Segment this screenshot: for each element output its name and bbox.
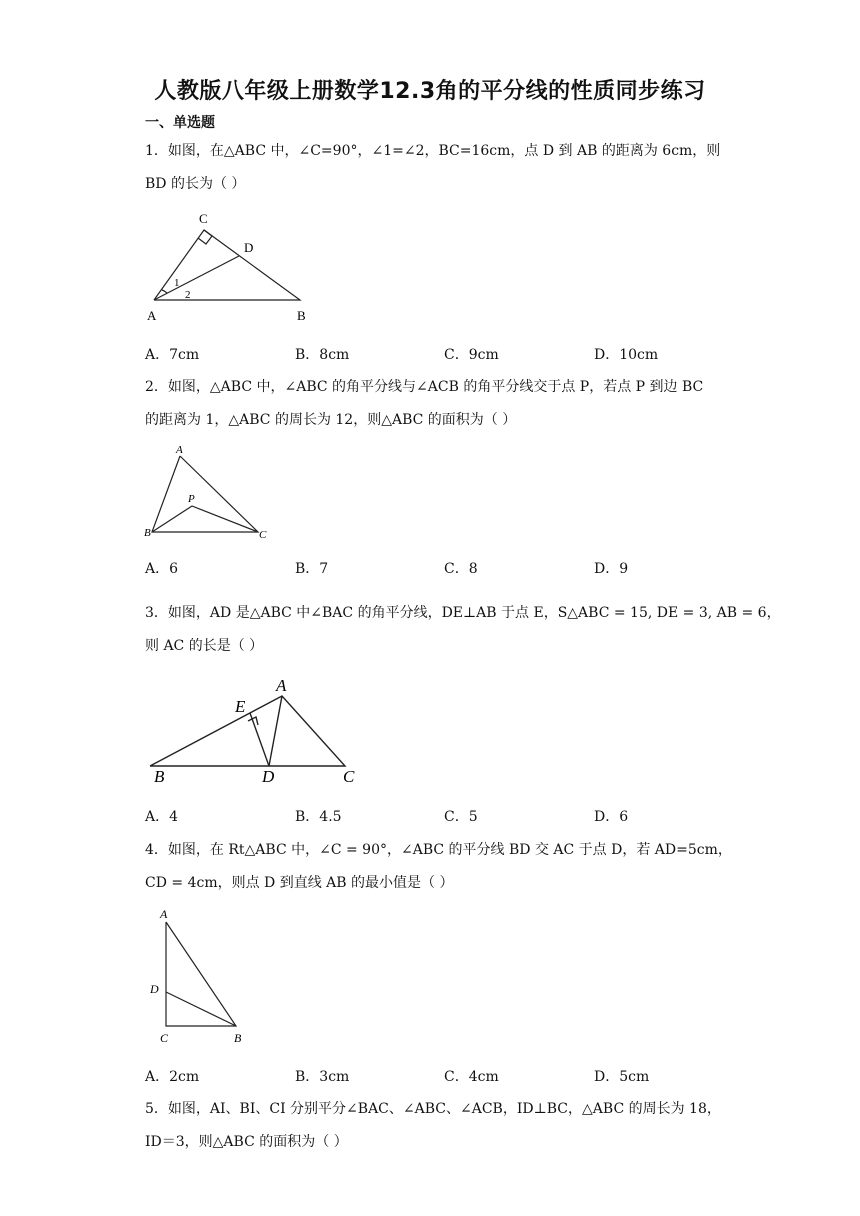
q1-label-d: D [244, 240, 254, 255]
q1-option-b[interactable]: B．8cm [295, 347, 350, 363]
q1-option-d[interactable]: D．10cm [594, 347, 659, 363]
q4-line-1: 4．如图，在 Rt△ABC 中，∠C = 90°，∠ABC 的平分线 BD 交 AC 于点 D，若 AD=5cm， [145, 842, 732, 858]
q2-option-b[interactable]: B．7 [295, 561, 329, 577]
q3-option-b[interactable]: B．4.5 [295, 809, 342, 825]
q4-triangle [166, 922, 236, 1026]
q1-triangle [154, 230, 300, 300]
q3-label-d: D [262, 767, 275, 786]
q2-option-d[interactable]: D．9 [594, 561, 629, 577]
q1-line-2: BD 的长为（ ） [145, 176, 246, 192]
q4-label-b: B [234, 1031, 242, 1045]
q2-label-a: A [176, 444, 183, 456]
q1-label-b: B [297, 308, 306, 323]
q3-triangle [150, 696, 345, 766]
q4-option-a[interactable]: A．2cm [145, 1069, 200, 1085]
section-heading: 一、单选题 [145, 115, 215, 131]
q1-label-c: C [199, 211, 208, 226]
q2-line-2: 的距离为 1，△ABC 的周长为 12，则△ABC 的面积为（ ） [145, 412, 517, 428]
q1-label-a: A [147, 308, 157, 323]
q4-option-c[interactable]: C．4cm [444, 1069, 499, 1085]
q4-label-a: A [160, 907, 168, 921]
q1-label-2: 2 [185, 289, 191, 301]
q3-figure [140, 670, 380, 790]
page-title: 人教版八年级上册数学12.3角的平分线的性质同步练习 [154, 79, 706, 104]
q3-label-c: C [343, 767, 355, 786]
q3-line-1: 3．如图，AD 是△ABC 中∠BAC 的角平分线，DE⊥AB 于点 E，S△ABC = 15, DE = 3, AB = 6， [145, 605, 781, 621]
q4-figure [140, 905, 260, 1050]
q1-right-angle-mark [198, 230, 212, 244]
q1-label-1: 1 [174, 277, 180, 289]
q1-figure [140, 208, 330, 328]
q1-option-a[interactable]: A．7cm [145, 347, 200, 363]
q2-figure [140, 440, 280, 545]
q3-option-a[interactable]: A．4 [145, 809, 179, 825]
q2-bisectors [152, 506, 258, 532]
q3-option-d[interactable]: D．6 [594, 809, 629, 825]
q5-line-2: ID＝3，则△ABC 的面积为（ ） [145, 1134, 348, 1150]
q5-line-1: 5．如图，AI、BI、CI 分别平分∠BAC、∠ABC、∠ACB，ID⊥BC，△ABC 的周长为 18， [145, 1101, 721, 1117]
q3-option-c[interactable]: C．5 [444, 809, 478, 825]
q3-label-a: A [276, 676, 287, 695]
q3-label-b: B [154, 767, 165, 786]
q1-line-1: 1．如图，在△ABC 中，∠C=90°，∠1=∠2，BC=16cm，点 D 到 AB 的距离为 6cm，则 [145, 143, 721, 159]
q3-label-e: E [235, 697, 246, 716]
q4-option-d[interactable]: D．5cm [594, 1069, 650, 1085]
q2-option-a[interactable]: A．6 [145, 561, 179, 577]
q2-triangle [152, 456, 258, 532]
q2-label-p: P [188, 493, 195, 505]
q1-bisector [154, 256, 239, 300]
q1-option-c[interactable]: C．9cm [444, 347, 499, 363]
q4-option-b[interactable]: B．3cm [295, 1069, 350, 1085]
q3-line-2: 则 AC 的长是（ ） [145, 638, 264, 654]
q2-label-c: C [259, 529, 267, 541]
q4-label-d: D [150, 982, 159, 996]
q2-label-b: B [144, 527, 151, 539]
q2-line-1: 2．如图，△ABC 中，∠ABC 的角平分线与∠ACB 的角平分线交于点 P，若点 P 到边 BC [145, 379, 704, 395]
q3-perpendicular-de [250, 713, 269, 766]
q2-option-c[interactable]: C．8 [444, 561, 478, 577]
q4-label-c: C [160, 1031, 169, 1045]
q3-bisector-ad [269, 696, 282, 766]
q1-angle-arc [162, 290, 167, 293]
q4-bisector-bd [166, 992, 236, 1026]
q4-line-2: CD = 4cm，则点 D 到直线 AB 的最小值是（ ） [145, 875, 454, 891]
